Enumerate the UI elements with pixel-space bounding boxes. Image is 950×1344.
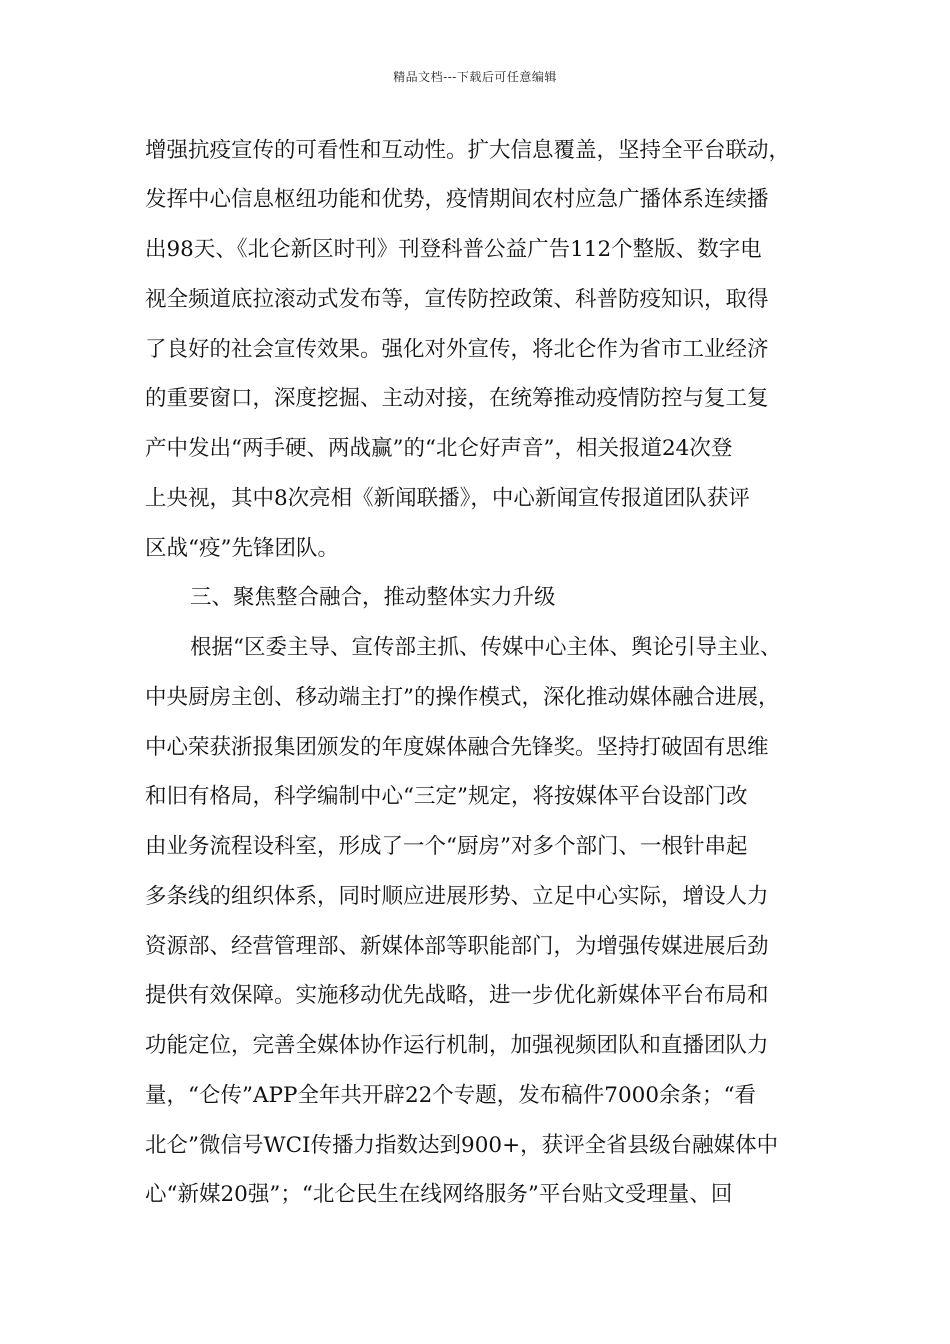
paragraph-line: 根据“区委主导、宣传部主抓、传媒中心主体、舆论引导主业、 — [190, 635, 782, 660]
paragraph-line: 区战“疫”先锋团队。 — [145, 536, 339, 561]
paragraph-line: 发挥中心信息枢纽功能和优势，疫情期间农村应急广播体系连续播 — [145, 187, 769, 212]
paragraph-line: 资源部、经营管理部、新媒体部等职能部门，为增强传媒进展后劲 — [145, 934, 769, 959]
paragraph-line: 视全频道底拉滚动式发布等，宣传防控政策、科普防疫知识，取得 — [145, 287, 769, 312]
paragraph-line: 的重要窗口，深度挖掘、主动对接，在统筹推动疫情防控与复工复 — [145, 386, 769, 411]
paragraph-line: 心“新媒20强”；“北仑民生在线网络服务”平台贴文受理量、回 — [145, 1182, 733, 1207]
paragraph-line: 由业务流程设科室，形成了一个“厨房”对多个部门、一根针串起 — [145, 834, 748, 859]
paragraph-line: 增强抗疫宣传的可看性和互动性。扩大信息覆盖，坚持全平台联动， — [145, 138, 791, 163]
paragraph-line: 北仑”微信号WCI传播力指数达到900+，获评全省县级台融媒体中 — [145, 1133, 779, 1158]
paragraph-line: 量，“仑传”APP全年共开辟22个专题，发布稿件7000余条；“看 — [145, 1083, 757, 1108]
paragraph-line: 产中发出“两手硬、两战赢”的“北仑好声音”，相关报道24次登 — [145, 436, 733, 461]
section-heading: 三、聚焦整合融合，推动整体实力升级 — [190, 585, 556, 610]
paragraph-line: 多条线的组织体系，同时顺应进展形势、立足中心实际，增设人力 — [145, 884, 769, 909]
paragraph-line: 出98天、《北仑新区时刊》刊登科普公益广告112个整版、数字电 — [145, 237, 762, 262]
paragraph-line: 中央厨房主创、移动端主打”的操作模式，深化推动媒体融合进展， — [145, 685, 780, 710]
paragraph-line: 中心荣获浙报集团颁发的年度媒体融合先锋奖。坚持打破固有思维 — [145, 735, 769, 760]
paragraph-line: 和旧有格局，科学编制中心“三定”规定，将按媒体平台设部门改 — [145, 784, 748, 809]
paragraph-line: 提供有效保障。实施移动优先战略，进一步优化新媒体平台布局和 — [145, 983, 769, 1008]
paragraph-line: 上央视，其中8次亮相《新闻联播》，中心新闻宣传报道团队获评 — [145, 486, 750, 511]
page-header: 精品文档---下载后可任意编辑 — [393, 70, 557, 84]
paragraph-line: 功能定位，完善全媒体协作运行机制，加强视频团队和直播团队力 — [145, 1033, 769, 1058]
paragraph-line: 了良好的社会宣传效果。强化对外宣传，将北仑作为省市工业经济 — [145, 337, 769, 362]
